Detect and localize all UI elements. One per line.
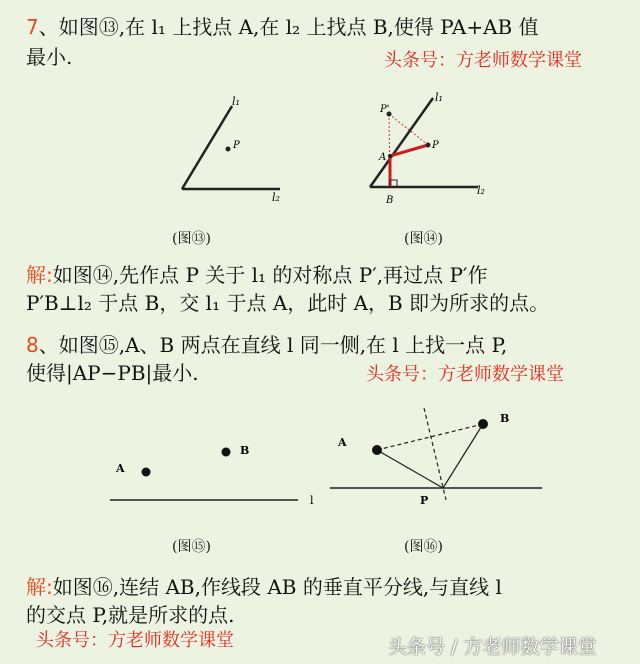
fig14-label-b: B [386,195,394,206]
solution-7-text-2: P′B⊥l₂ 于点 B，交 l₁ 于点 A，此时 A，B 即为所求的点。 [26,291,550,315]
fig14-label-pprime: P' [380,104,390,115]
problem-7-text-1: 、如图⑬,在 l₁ 上找点 A,在 l₂ 上找点 B,使得 PA+AB 值 [38,15,539,39]
fig14-label-a: A [379,152,387,163]
fig13-point-p [226,147,231,152]
solution-8-line-2 [26,602,626,628]
figure-16 [328,400,550,518]
fig14-dashed-pprime-p [389,114,428,145]
fig16-label-a: A [338,436,347,449]
fig13-label-p: P [233,140,240,151]
fig13-line-l1 [182,106,232,189]
solution-7-line-2 [26,290,626,316]
fig16-label-b: B [500,412,510,425]
fig13-caption: (图⑬) [172,231,211,247]
watermark-mid: 头条号：方老师数学课堂 [366,364,564,385]
problem-8-number: 8 [26,333,39,357]
fig16-caption: (图⑯) [404,539,443,555]
problem-8-text-1: 、如图⑮,A、B 两点在直线 l 同一侧,在 l 上找一点 P, [38,333,508,357]
solution-7-prefix: 解: [26,263,53,287]
problem-7-line-1 [26,14,626,40]
problem-8-line-1 [26,332,626,358]
fig15-label-b: B [240,444,250,457]
fig16-point-b [478,419,488,429]
fig16-label-p: P [420,494,429,507]
fig15-label-l: l [310,494,314,507]
figure-15 [108,430,328,520]
fig16-segment-bp [443,424,483,488]
fig16-segment-ab [377,424,483,450]
fig15-point-b [222,448,231,457]
fig15-point-a [142,468,151,477]
problem-8-text-2: 使得|AP−PB|最小. [26,361,199,385]
watermark-top: 头条号：方老师数学课堂 [384,50,582,71]
figure-14 [360,88,500,213]
figure-13 [160,92,310,207]
fig14-label-p: P [432,140,439,151]
fig14-point-p [426,143,431,148]
fig14-caption: (图⑭) [404,231,443,247]
fig15-label-a: A [116,462,125,475]
fig16-segment-ap [377,450,443,488]
fig14-label-l2: l₂ [477,184,485,197]
watermark-corner: 头条号 / 方老师数学课堂 [388,636,597,658]
fig13-label-l2: l₂ [272,191,280,204]
solution-8-text-1: 如图⑯,连结 AB,作线段 AB 的垂直平分线,与直线 l [52,575,502,599]
fig13-label-l1: l₁ [232,95,240,108]
solution-7-line-1 [26,262,626,288]
watermark-bottom: 头条号：方老师数学课堂 [36,630,234,651]
fig15-caption: (图⑮) [172,539,211,555]
solution-7-text-1: 如图⑭,先作点 P 关于 l₁ 的对称点 P′,再过点 P′作 [52,263,488,287]
solution-8-line-1 [26,574,626,600]
problem-7-text-2: 最小. [26,45,73,69]
solution-8-prefix: 解: [26,575,53,599]
fig14-point-a [388,154,392,158]
fig14-label-l1: l₁ [435,91,443,104]
fig16-perpendicular-bisector [424,408,446,500]
fig16-point-a [372,445,382,455]
problem-7-number: 7 [26,15,39,39]
solution-8-text-2: 的交点 P,就是所求的点. [26,603,235,627]
